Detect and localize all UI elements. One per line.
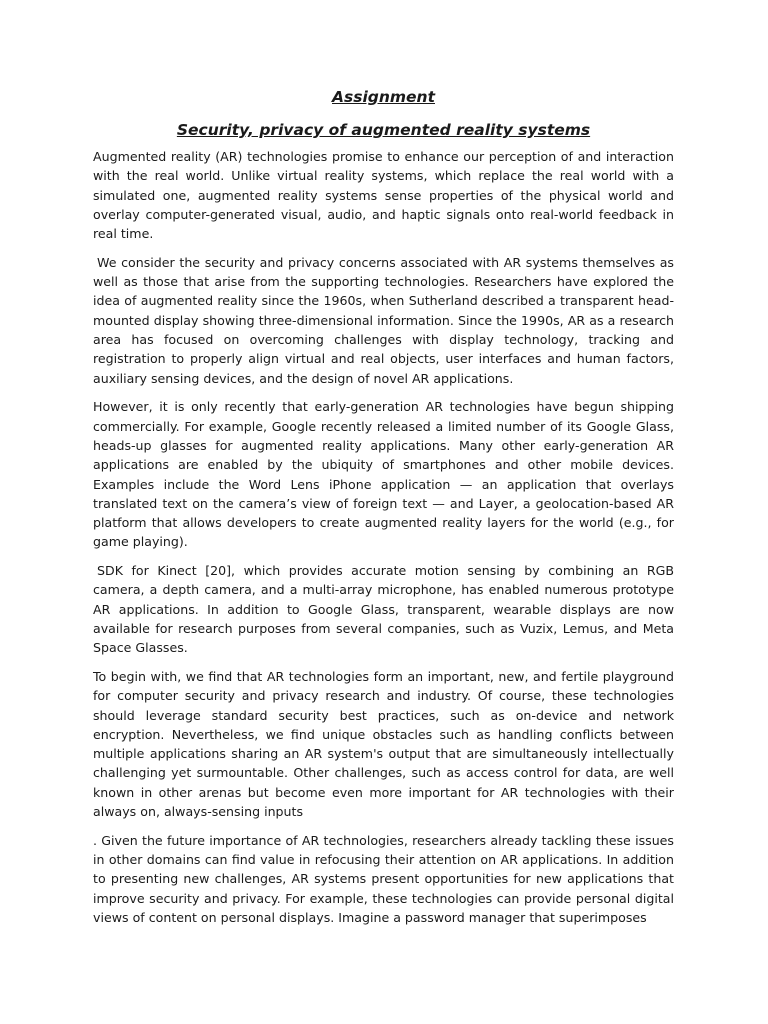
paragraph-commercial-ar: However, it is only recently that early-generation AR technologies have begun shipping commercially. For example, Google recently released a limited number of its Google Glass, heads-up glasses for augmented reality applications. Many other early-generation AR applications are enabled by the ubiquity of smartphones and other mobile devices. Examples include the Word Lens iPhone application — an application that overlays translated text on the camera’s view of foreign text — and Layer, a geolocation-based AR platform that allows developers to create augmented reality layers for the world (e.g., for game playing). bbox=[93, 399, 674, 550]
document-title: Assignment bbox=[332, 88, 435, 106]
document-subtitle: Security, privacy of augmented reality systems bbox=[176, 121, 591, 139]
document-page bbox=[93, 86, 674, 937]
paragraph-playground: To begin with, we find that AR technologies form an important, new, and fertile playground for computer security and privacy research and industry. Of course, these technologies should leverage standard security best practices, such as on-device and network encryption. Nevertheless, we find unique obstacles such as handling conflicts between multiple applications sharing an AR system's output that are simultaneously intellectually challenging yet surmountable. Other challenges, such as access control for data, are well known in other arenas but become even more important for AR technologies with their always on, always-sensing inputs bbox=[93, 668, 674, 820]
paragraph-kinect-sdk: SDK for Kinect [20], which provides accurate motion sensing by combining an RGB camera, a depth camera, and a multi-array microphone, has enabled numerous prototype AR applications. In addition to Google Glass, transparent, wearable displays are now available for research purposes from several companies, such as Vuzix, Lemus, and Meta Space Glasses. bbox=[93, 563, 674, 656]
paragraph-security-concerns: We consider the security and privacy concerns associated with AR systems themselves as well as those that arise from the supporting technologies. Researchers have explored the idea of augmented reality since the 1960s, when Sutherland described a transparent head-mounted display showing three-dimensional information. Since the 1990s, AR as a research area has focused on overcoming challenges with display technology, tracking and registration to properly align virtual and real objects, user interfaces and human factors, auxiliary sensing devices, and the design of novel AR applications. bbox=[93, 254, 674, 386]
paragraph-intro: Augmented reality (AR) technologies promise to enhance our perception of and interaction with the real world. Unlike virtual reality systems, which replace the real world with a simulated one, augmented reality systems sense properties of the physical world and overlay computer-generated visual, audio, and haptic signals onto real-world feedback in real time. bbox=[93, 149, 674, 242]
paragraph-future-importance: . Given the future importance of AR technologies, researchers already tackling these issues in other domains can find value in refocusing their attention on AR applications. In addition to presenting new challenges, AR systems present opportunities for new applications that improve security and privacy. For example, these technologies can provide personal digital views of content on personal displays. Imagine a password manager that superimposes bbox=[93, 832, 674, 925]
